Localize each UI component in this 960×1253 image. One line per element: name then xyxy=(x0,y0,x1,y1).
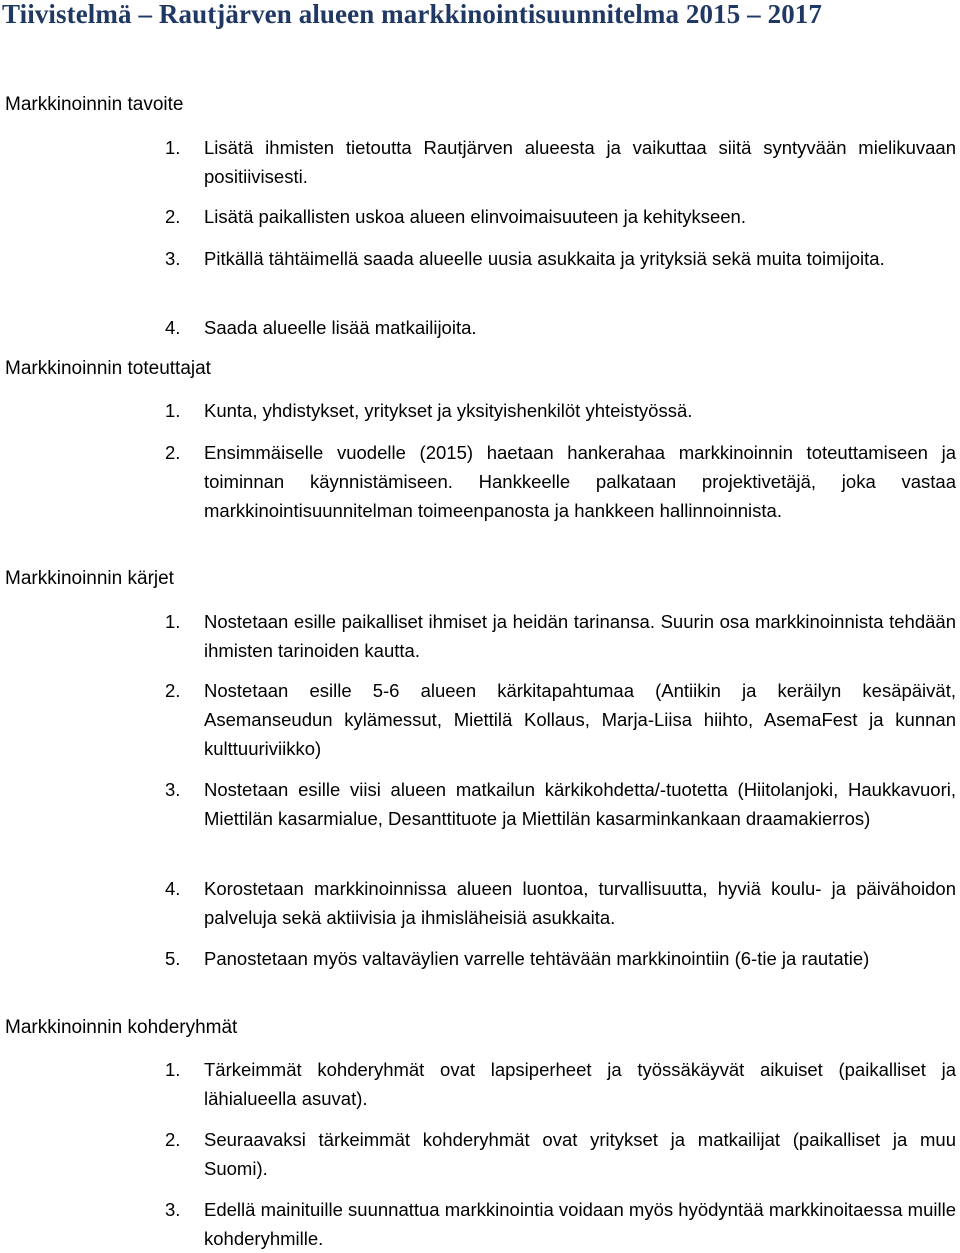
list-item-text: Panostetaan myös valtaväylien varrelle tehtävään markkinointiin (6-tie ja rautatie) xyxy=(204,948,870,969)
list-item-number: 2. xyxy=(165,680,181,701)
list-item-text: Kunta, yhdistykset, yritykset ja yksityishenkilöt yhteistyössä. xyxy=(204,400,693,421)
list-item-text: Nostetaan esille paikalliset ihmiset ja heidän tarinansa. Suurin osa markkinoinnista tehdään ihmisten tarinoiden kautta. xyxy=(204,611,956,661)
list-item-number: 5. xyxy=(165,948,181,969)
list-item-text: Nostetaan esille viisi alueen matkailun kärkikohdetta/-tuotetta (Hiitolanjoki, Haukkavuori, Miettilän kasarmialue, Desanttituote ja Miettilän kasarminkankaan draamakierros) xyxy=(204,779,956,829)
list-item-text: Saada alueelle lisää matkailijoita. xyxy=(204,317,477,338)
list-item-text: Lisätä paikallisten uskoa alueen elinvoimaisuuteen ja kehitykseen. xyxy=(204,206,746,227)
list-item-number: 1. xyxy=(165,1059,181,1080)
list-item-number: 3. xyxy=(165,779,181,800)
list-item-text: Nostetaan esille 5-6 alueen kärkitapahtumaa (Antiikin ja keräilyn kesäpäivät, Asemanseudun kylämessut, Miettilä Kollaus, Marja-Liisa hiihto, AsemaFest ja kunnan kulttuuriviikko) xyxy=(204,680,956,759)
heading-tavoite: Markkinoinnin tavoite xyxy=(5,94,184,115)
list-item-number: 3. xyxy=(165,1199,181,1220)
list-item-number: 2. xyxy=(165,206,181,227)
heading-toteuttajat: Markkinoinnin toteuttajat xyxy=(5,358,211,379)
list-item-number: 3. xyxy=(165,248,181,269)
list-item-number: 1. xyxy=(165,611,181,632)
heading-kohderyhmat: Markkinoinnin kohderyhmät xyxy=(5,1017,238,1038)
list-item-text: Lisätä ihmisten tietoutta Rautjärven alueesta ja vaikuttaa siitä syntyvään mielikuvaan positiivisesti. xyxy=(204,137,956,187)
document-title: Tiivistelmä – Rautjärven alueen markkinointisuunnitelma 2015 – 2017 xyxy=(2,0,823,29)
heading-karjet: Markkinoinnin kärjet xyxy=(5,568,174,589)
list-item-text: Edellä mainituille suunnattua markkinointia voidaan myös hyödyntää markkinoitaessa muille kohderyhmille. xyxy=(204,1199,956,1249)
list-item-number: 4. xyxy=(165,878,181,899)
list-item-text: Korostetaan markkinoinnissa alueen luontoa, turvallisuutta, hyviä koulu- ja päivähoidon palveluja sekä aktiivisia ja ihmisläheisiä asukkaita. xyxy=(204,878,956,928)
list-item-number: 1. xyxy=(165,137,181,158)
list-item-text: Seuraavaksi tärkeimmät kohderyhmät ovat yritykset ja matkailijat (paikalliset ja muu Suomi). xyxy=(204,1129,956,1179)
list-item-text: Tärkeimmät kohderyhmät ovat lapsiperheet ja työssäkäyvät aikuiset (paikalliset ja lähialueella asuvat). xyxy=(204,1059,956,1109)
list-item-number: 2. xyxy=(165,1129,181,1150)
list-item-number: 4. xyxy=(165,317,181,338)
list-item-text: Pitkällä tähtäimellä saada alueelle uusia asukkaita ja yrityksiä sekä muita toimijoita. xyxy=(204,248,885,269)
list-item-number: 2. xyxy=(165,442,181,463)
list-item-text: Ensimmäiselle vuodelle (2015) haetaan hankerahaa markkinoinnin toteuttamiseen ja toiminnan käynnistämiseen. Hankkeelle palkataan projektivetäjä, joka vastaa markkinointisuunnitelman toimeenpanosta ja hankkeen hallinnoinnista. xyxy=(204,442,956,521)
list-item-number: 1. xyxy=(165,400,181,421)
